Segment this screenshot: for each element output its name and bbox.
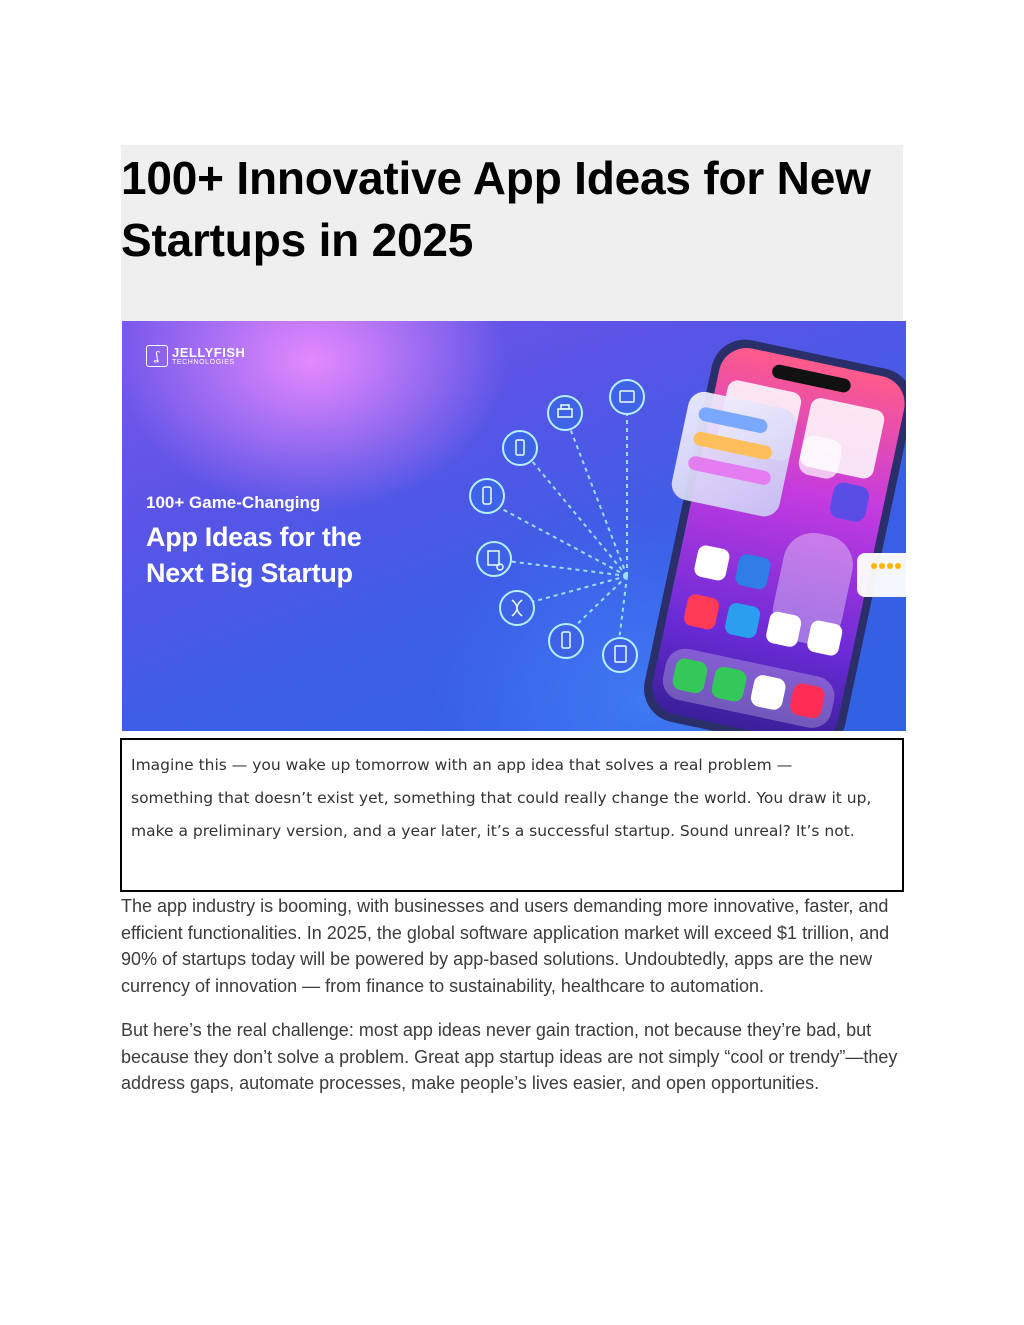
smartphone-icon (549, 624, 583, 658)
hero-banner-image (122, 321, 906, 731)
banner-headline (146, 519, 361, 591)
body-paragraph-1: The app industry is booming, with businesses and users demanding more innovative, faster, and efficient functionalities. In 2025, the global software application market will exceed $1 trillion, and 90% of startups today will be powered by app-based solutions. Undoubtedly, apps are the new currency of innovation — from finance to sustainability, healthcare to automation. (121, 896, 890, 996)
banner-headline-line2: Next Big Startup (146, 558, 353, 588)
brand-name: JELLYFISH (172, 344, 246, 360)
title-block (121, 145, 903, 321)
window-icon (610, 380, 644, 414)
intro-text: Imagine this — you wake up tomorrow with an app idea that solves a real problem — something that doesn’t exist yet, something that could really change the world. You draw it up, make a preliminary version, and a year later, it’s a successful startup. Sound unreal? It’s not. (131, 756, 872, 840)
banner-kicker: 100+ Game-Changing (146, 493, 321, 512)
brand-logo (146, 345, 245, 367)
page-title: 100+ Innovative App Ideas for New Startups in 2025 (121, 152, 871, 266)
article-body (121, 893, 906, 1115)
printer-icon (548, 396, 582, 430)
remote-icon (470, 479, 504, 513)
brand-subtitle: TECHNOLOGIES (172, 358, 235, 366)
body-paragraph-2: But here’s the real challenge: most app ideas never gain traction, not because they’re bad, but because they don’t solve a problem. Great app startup ideas are not simply “cool or trendy”—they address gaps, automate processes, make people’s lives easier, and open opportunities. (121, 1020, 898, 1093)
phone-icon (503, 431, 537, 465)
banner-text (146, 493, 361, 591)
banner-headline-line1: App Ideas for the (146, 522, 362, 552)
payment-terminal-icon (603, 638, 637, 672)
intro-callout (120, 738, 904, 892)
vending-icon (477, 542, 511, 576)
phone-illustration (623, 330, 906, 731)
jellyfish-logo-icon: ʆ (146, 345, 168, 367)
